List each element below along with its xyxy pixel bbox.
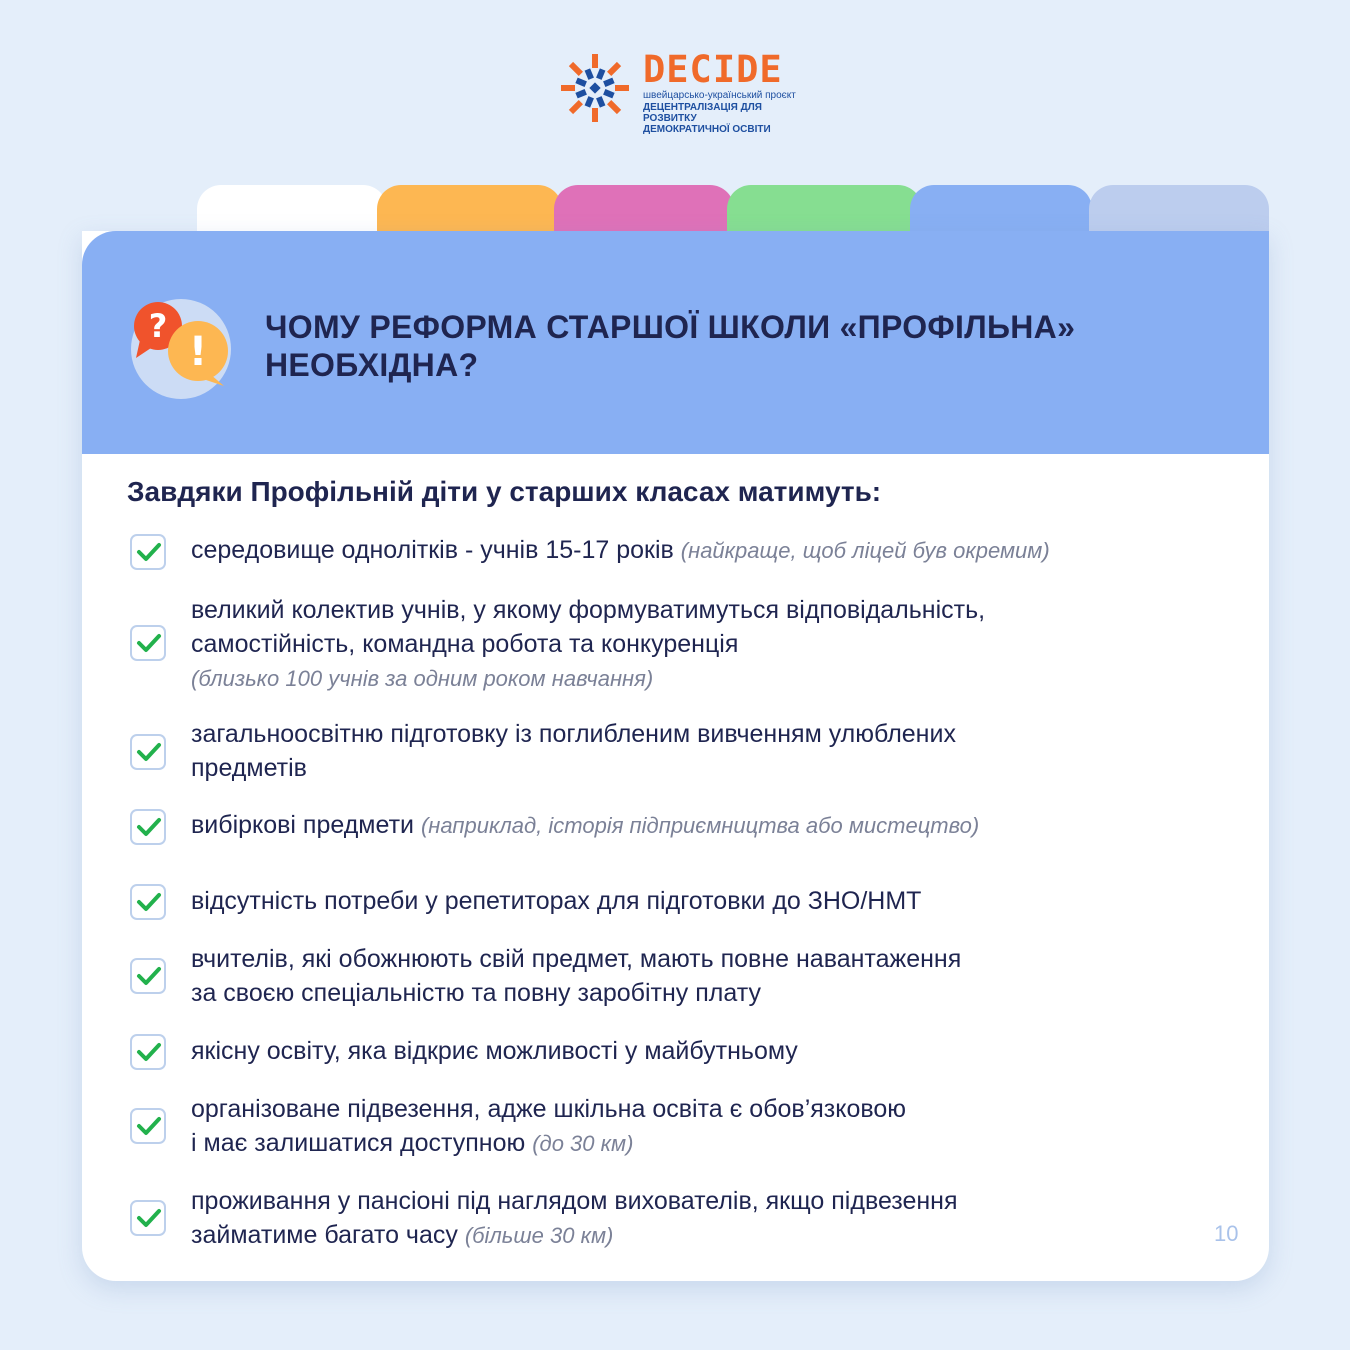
note: (до 30 км) [532,1131,634,1156]
page-title [265,308,1255,384]
card-header [82,231,1269,454]
list-item-text: вчителів, які обожнюють свій предмет, мають повне навантаження за своєю спеціальністю та повну заробітну плату [191,945,962,1007]
checkbox-icon [130,1108,166,1144]
check-icon [136,891,162,913]
check-icon [136,1207,162,1229]
check-icon [136,965,162,987]
title-line-2: НЕОБХІДНА? [265,347,479,383]
logo-tagline-1: ДЕЦЕНТРАЛІЗАЦІЯ ДЛЯ РОЗВИТКУ [643,102,762,124]
svg-text:!: ! [188,329,208,375]
list-item-text: вибіркові предмети (наприклад, історія підприємництва або мистецтво) [191,811,980,839]
checkbox-icon [130,809,166,845]
logo-tagline-2: ДЕМОКРАТИЧНОЇ ОСВІТИ [643,124,771,135]
note: (найкраще, щоб ліцей був окремим) [680,538,1050,563]
page-number: 10 [1214,1221,1239,1246]
question-exclamation-icon [128,296,234,402]
checkbox-icon [130,1200,166,1236]
decide-logo [557,48,797,135]
check-icon [136,1041,162,1063]
check-icon [136,816,162,838]
checkbox-icon [130,1034,166,1070]
check-icon [136,541,162,563]
check-icon [136,1115,162,1137]
snowflake-logo-icon [557,50,633,126]
logo-name: DECIDE [643,48,783,91]
checkbox-icon [130,534,166,570]
checkbox-icon [130,734,166,770]
checkbox-icon [130,625,166,661]
check-icon [136,632,162,654]
checkbox-icon [130,958,166,994]
list-item-text: великий колектив учнів, у якому формуватимуться відповідальність, самостійність, командна робота та конкуренція (близько 100 учнів за одним роком навчання) [191,593,1251,697]
list-item-text: середовище однолітків - учнів 15-17 років (найкраще, щоб ліцей був окремим) [191,536,1050,564]
note: (близько 100 учнів за одним роком навчання) [191,666,654,691]
content-card [82,231,1269,1281]
list-item-text: якісну освіту, яка відкриє можливості у майбутньому [191,1037,798,1065]
intro-heading: Завдяки Профільній діти у старших класах матимуть: [127,476,882,507]
list-item-text: відсутність потреби у репетиторах для підготовки до ЗНО/НМТ [191,887,922,915]
logo-subtitle: швейцарсько-український проєкт [643,90,796,101]
checkbox-icon [130,884,166,920]
note: (наприклад, історія підприємництва або мистецтво) [420,813,980,838]
list-item-text: загальноосвітню підготовку із поглибленим вивченням улюблених предметів [191,720,956,782]
svg-text:?: ? [148,307,168,345]
list-item-text: організоване підвезення, адже шкільна освіта є обов’язковою і має залишатися доступною (до 30 км) [191,1095,907,1157]
check-icon [136,741,162,763]
list-item-text: проживання у пансіоні під наглядом вихователів, якщо підвезення займатиме багато часу (більше 30 км) [191,1187,958,1249]
note: (більше 30 км) [464,1223,614,1248]
title-line-1: ЧОМУ РЕФОРМА СТАРШОЇ ШКОЛИ «ПРОФІЛЬНА» [265,309,1076,345]
